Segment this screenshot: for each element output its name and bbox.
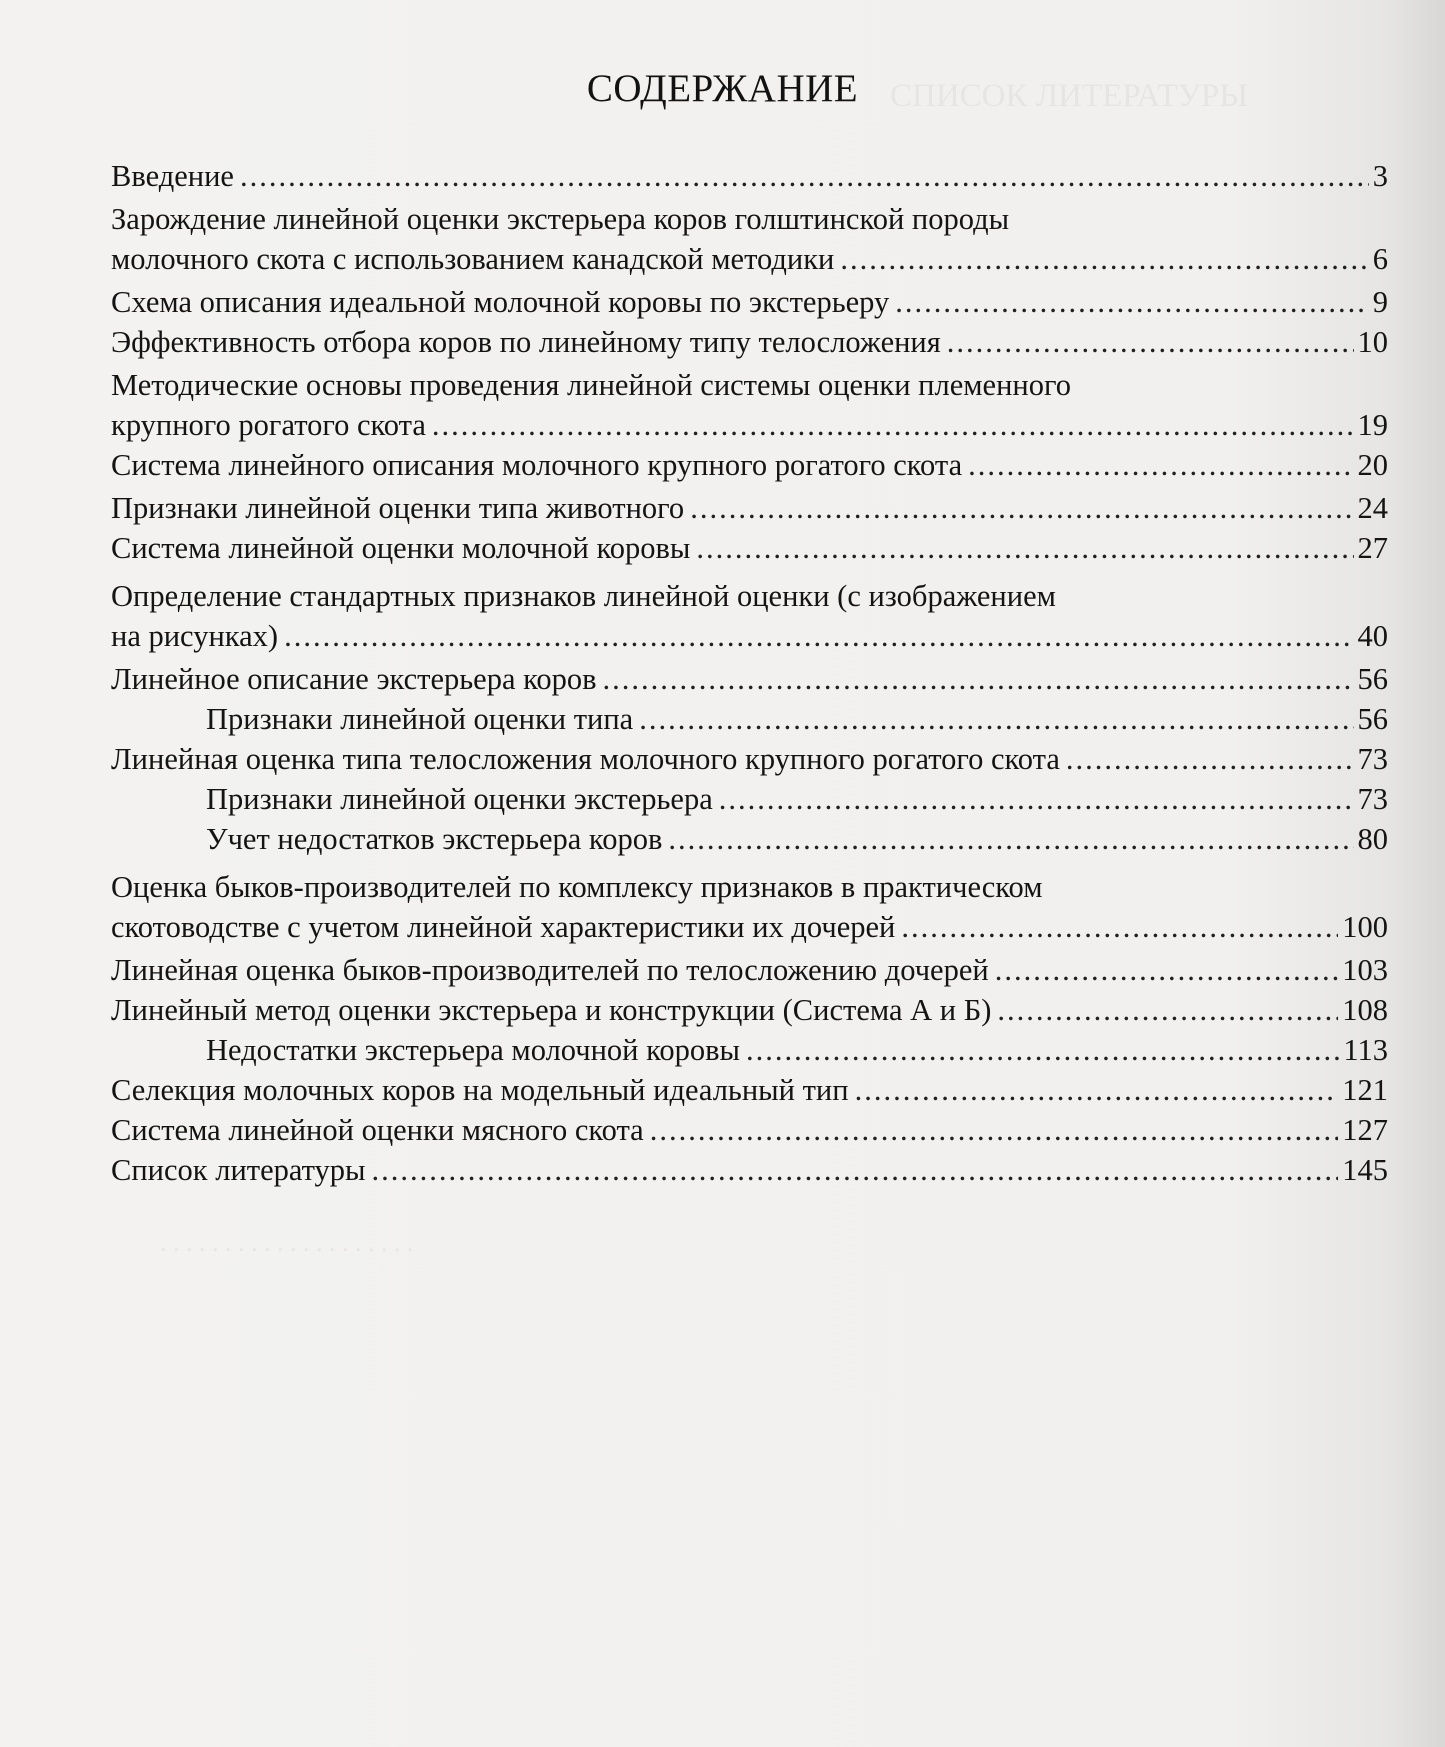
toc-entry-title: Система линейного описания молочного крупного рогатого скота bbox=[111, 448, 963, 482]
toc-page-number: 56 bbox=[1357, 702, 1388, 736]
toc-entry-title: Признаки линейной оценки типа животного bbox=[111, 491, 685, 525]
toc-page-number: 6 bbox=[1372, 242, 1388, 276]
toc-entry[interactable] bbox=[111, 739, 1388, 779]
toc-entry-title: Признаки линейной оценки экстерьера bbox=[206, 782, 713, 816]
toc-entry[interactable] bbox=[111, 199, 1388, 279]
toc-entry[interactable] bbox=[111, 488, 1388, 528]
dot-leader bbox=[901, 907, 1338, 947]
toc-entry-line bbox=[111, 1110, 1388, 1150]
toc-entry-line bbox=[111, 950, 1388, 990]
dot-leader bbox=[1066, 739, 1354, 779]
toc-entry-title: Линейная оценка быков-производителей по телосложению дочерей bbox=[111, 953, 989, 987]
dot-leader bbox=[840, 239, 1368, 279]
dot-leader bbox=[690, 488, 1353, 528]
toc-entry-title: Линейный метод оценки экстерьера и конструкции (Система А и Б) bbox=[111, 993, 992, 1027]
toc-entry[interactable] bbox=[111, 819, 1388, 859]
toc-page-number: 40 bbox=[1357, 619, 1388, 653]
toc-entry-title: Система линейной оценки молочной коровы bbox=[111, 531, 691, 565]
toc-entry-title: молочного скота с использованием канадской методики bbox=[111, 242, 835, 276]
toc-page-number: 10 bbox=[1357, 325, 1388, 359]
toc-entry-line bbox=[206, 819, 1388, 859]
dot-leader bbox=[668, 819, 1353, 859]
toc-page-number: 19 bbox=[1357, 408, 1388, 442]
toc-entry-line bbox=[111, 282, 1388, 322]
toc-entry[interactable] bbox=[111, 1110, 1388, 1150]
toc-entry-line bbox=[111, 576, 1388, 616]
toc-entry[interactable] bbox=[111, 990, 1388, 1030]
dot-leader bbox=[719, 779, 1354, 819]
toc-entry-title: Зарождение линейной оценки экстерьера коров голштинской породы bbox=[111, 202, 1010, 236]
toc-entry[interactable] bbox=[111, 322, 1388, 362]
toc-entry[interactable] bbox=[111, 1030, 1388, 1070]
toc-entry[interactable] bbox=[111, 576, 1388, 656]
toc-page-number: 3 bbox=[1372, 159, 1388, 193]
toc-entry-line bbox=[111, 322, 1388, 362]
dot-leader bbox=[372, 1150, 1339, 1190]
toc-entry-line bbox=[111, 739, 1388, 779]
dot-leader bbox=[284, 616, 1353, 656]
toc-entry-title: Список литературы bbox=[111, 1153, 366, 1187]
toc-entry[interactable] bbox=[111, 528, 1388, 568]
toc-entry-title: Недостатки экстерьера молочной коровы bbox=[206, 1033, 741, 1067]
toc-entry-line bbox=[111, 239, 1388, 279]
toc-entry-line bbox=[111, 405, 1388, 445]
toc-page-number: 56 bbox=[1357, 662, 1388, 696]
table-of-contents bbox=[111, 156, 1388, 1190]
toc-entry[interactable] bbox=[111, 282, 1388, 322]
toc-entry[interactable] bbox=[111, 779, 1388, 819]
toc-page-number: 27 bbox=[1357, 531, 1388, 565]
show-through-text: . . . . . . . . . . . . . . . . . . . . bbox=[160, 1228, 414, 1257]
dot-leader bbox=[650, 1110, 1339, 1150]
toc-entry-line bbox=[111, 528, 1388, 568]
toc-entry[interactable] bbox=[111, 867, 1388, 947]
toc-entry[interactable] bbox=[111, 445, 1388, 485]
toc-entry[interactable] bbox=[111, 659, 1388, 699]
toc-entry-title: Оценка быков-производителей по комплексу признаков в практическом bbox=[111, 870, 1043, 904]
dot-leader bbox=[968, 445, 1353, 485]
toc-entry-line bbox=[206, 779, 1388, 819]
toc-entry[interactable] bbox=[111, 156, 1388, 196]
toc-entry-line bbox=[111, 445, 1388, 485]
toc-page-number: 121 bbox=[1342, 1073, 1388, 1107]
toc-entry-title: крупного рогатого скота bbox=[111, 408, 426, 442]
dot-leader bbox=[696, 528, 1353, 568]
toc-page-number: 80 bbox=[1357, 822, 1388, 856]
toc-page-number: 73 bbox=[1357, 782, 1388, 816]
toc-entry-line bbox=[111, 1070, 1388, 1110]
dot-leader bbox=[746, 1030, 1339, 1070]
toc-entry-line bbox=[111, 659, 1388, 699]
dot-leader bbox=[432, 405, 1354, 445]
show-through-text: СПИСОК ЛИТЕРАТУРЫ bbox=[890, 78, 1249, 114]
toc-entry-title: на рисунках) bbox=[111, 619, 279, 653]
dot-leader bbox=[995, 950, 1339, 990]
toc-entry-title: Система линейной оценки мясного скота bbox=[111, 1113, 644, 1147]
toc-entry[interactable] bbox=[111, 1070, 1388, 1110]
dot-leader bbox=[947, 322, 1354, 362]
toc-entry-line bbox=[111, 488, 1388, 528]
toc-entry-title: Линейная оценка типа телосложения молочного крупного рогатого скота bbox=[111, 742, 1060, 776]
dot-leader bbox=[240, 156, 1369, 196]
toc-page-number: 24 bbox=[1357, 491, 1388, 525]
toc-entry-title: Учет недостатков экстерьера коров bbox=[206, 822, 663, 856]
toc-page-number: 9 bbox=[1372, 285, 1388, 319]
toc-entry-line bbox=[111, 867, 1388, 907]
toc-entry-line bbox=[111, 616, 1388, 656]
toc-entry[interactable] bbox=[111, 950, 1388, 990]
toc-page-number: 113 bbox=[1343, 1033, 1388, 1067]
toc-entry-line bbox=[206, 1030, 1388, 1070]
toc-entry-title: Признаки линейной оценки типа bbox=[206, 702, 634, 736]
toc-entry-title: Селекция молочных коров на модельный идеальный тип bbox=[111, 1073, 849, 1107]
dot-leader bbox=[895, 282, 1369, 322]
dot-leader bbox=[997, 990, 1338, 1030]
toc-entry-line bbox=[111, 365, 1388, 405]
toc-entry-line bbox=[111, 156, 1388, 196]
toc-page-number: 103 bbox=[1342, 953, 1388, 987]
page-title: СОДЕРЖАНИЕ bbox=[586, 67, 859, 110]
toc-entry-line bbox=[111, 907, 1388, 947]
toc-entry-title: Схема описания идеальной молочной коровы по экстерьеру bbox=[111, 285, 890, 319]
toc-page-number: 108 bbox=[1342, 993, 1388, 1027]
dot-leader bbox=[603, 659, 1354, 699]
toc-entry-title: скотоводстве с учетом линейной характеристики их дочерей bbox=[111, 910, 896, 944]
toc-entry-title: Эффективность отбора коров по линейному типу телосложения bbox=[111, 325, 941, 359]
toc-page-number: 20 bbox=[1357, 448, 1388, 482]
toc-entry-title: Введение bbox=[111, 159, 234, 193]
dot-leader bbox=[639, 699, 1353, 739]
toc-page-number: 127 bbox=[1342, 1113, 1388, 1147]
toc-page-number: 145 bbox=[1342, 1153, 1388, 1187]
dot-leader bbox=[855, 1070, 1339, 1110]
toc-page-number: 73 bbox=[1357, 742, 1388, 776]
toc-entry-line bbox=[206, 699, 1388, 739]
toc-entry-title: Определение стандартных признаков линейной оценки (с изображением bbox=[111, 579, 1056, 613]
toc-entry[interactable] bbox=[111, 365, 1388, 445]
toc-page-number: 100 bbox=[1342, 910, 1388, 944]
toc-entry[interactable] bbox=[111, 1150, 1388, 1190]
toc-entry[interactable] bbox=[111, 699, 1388, 739]
toc-entry-title: Методические основы проведения линейной системы оценки племенного bbox=[111, 368, 1071, 402]
toc-entry-line bbox=[111, 990, 1388, 1030]
toc-entry-line bbox=[111, 1150, 1388, 1190]
toc-entry-line bbox=[111, 199, 1388, 239]
toc-entry-title: Линейное описание экстерьера коров bbox=[111, 662, 597, 696]
